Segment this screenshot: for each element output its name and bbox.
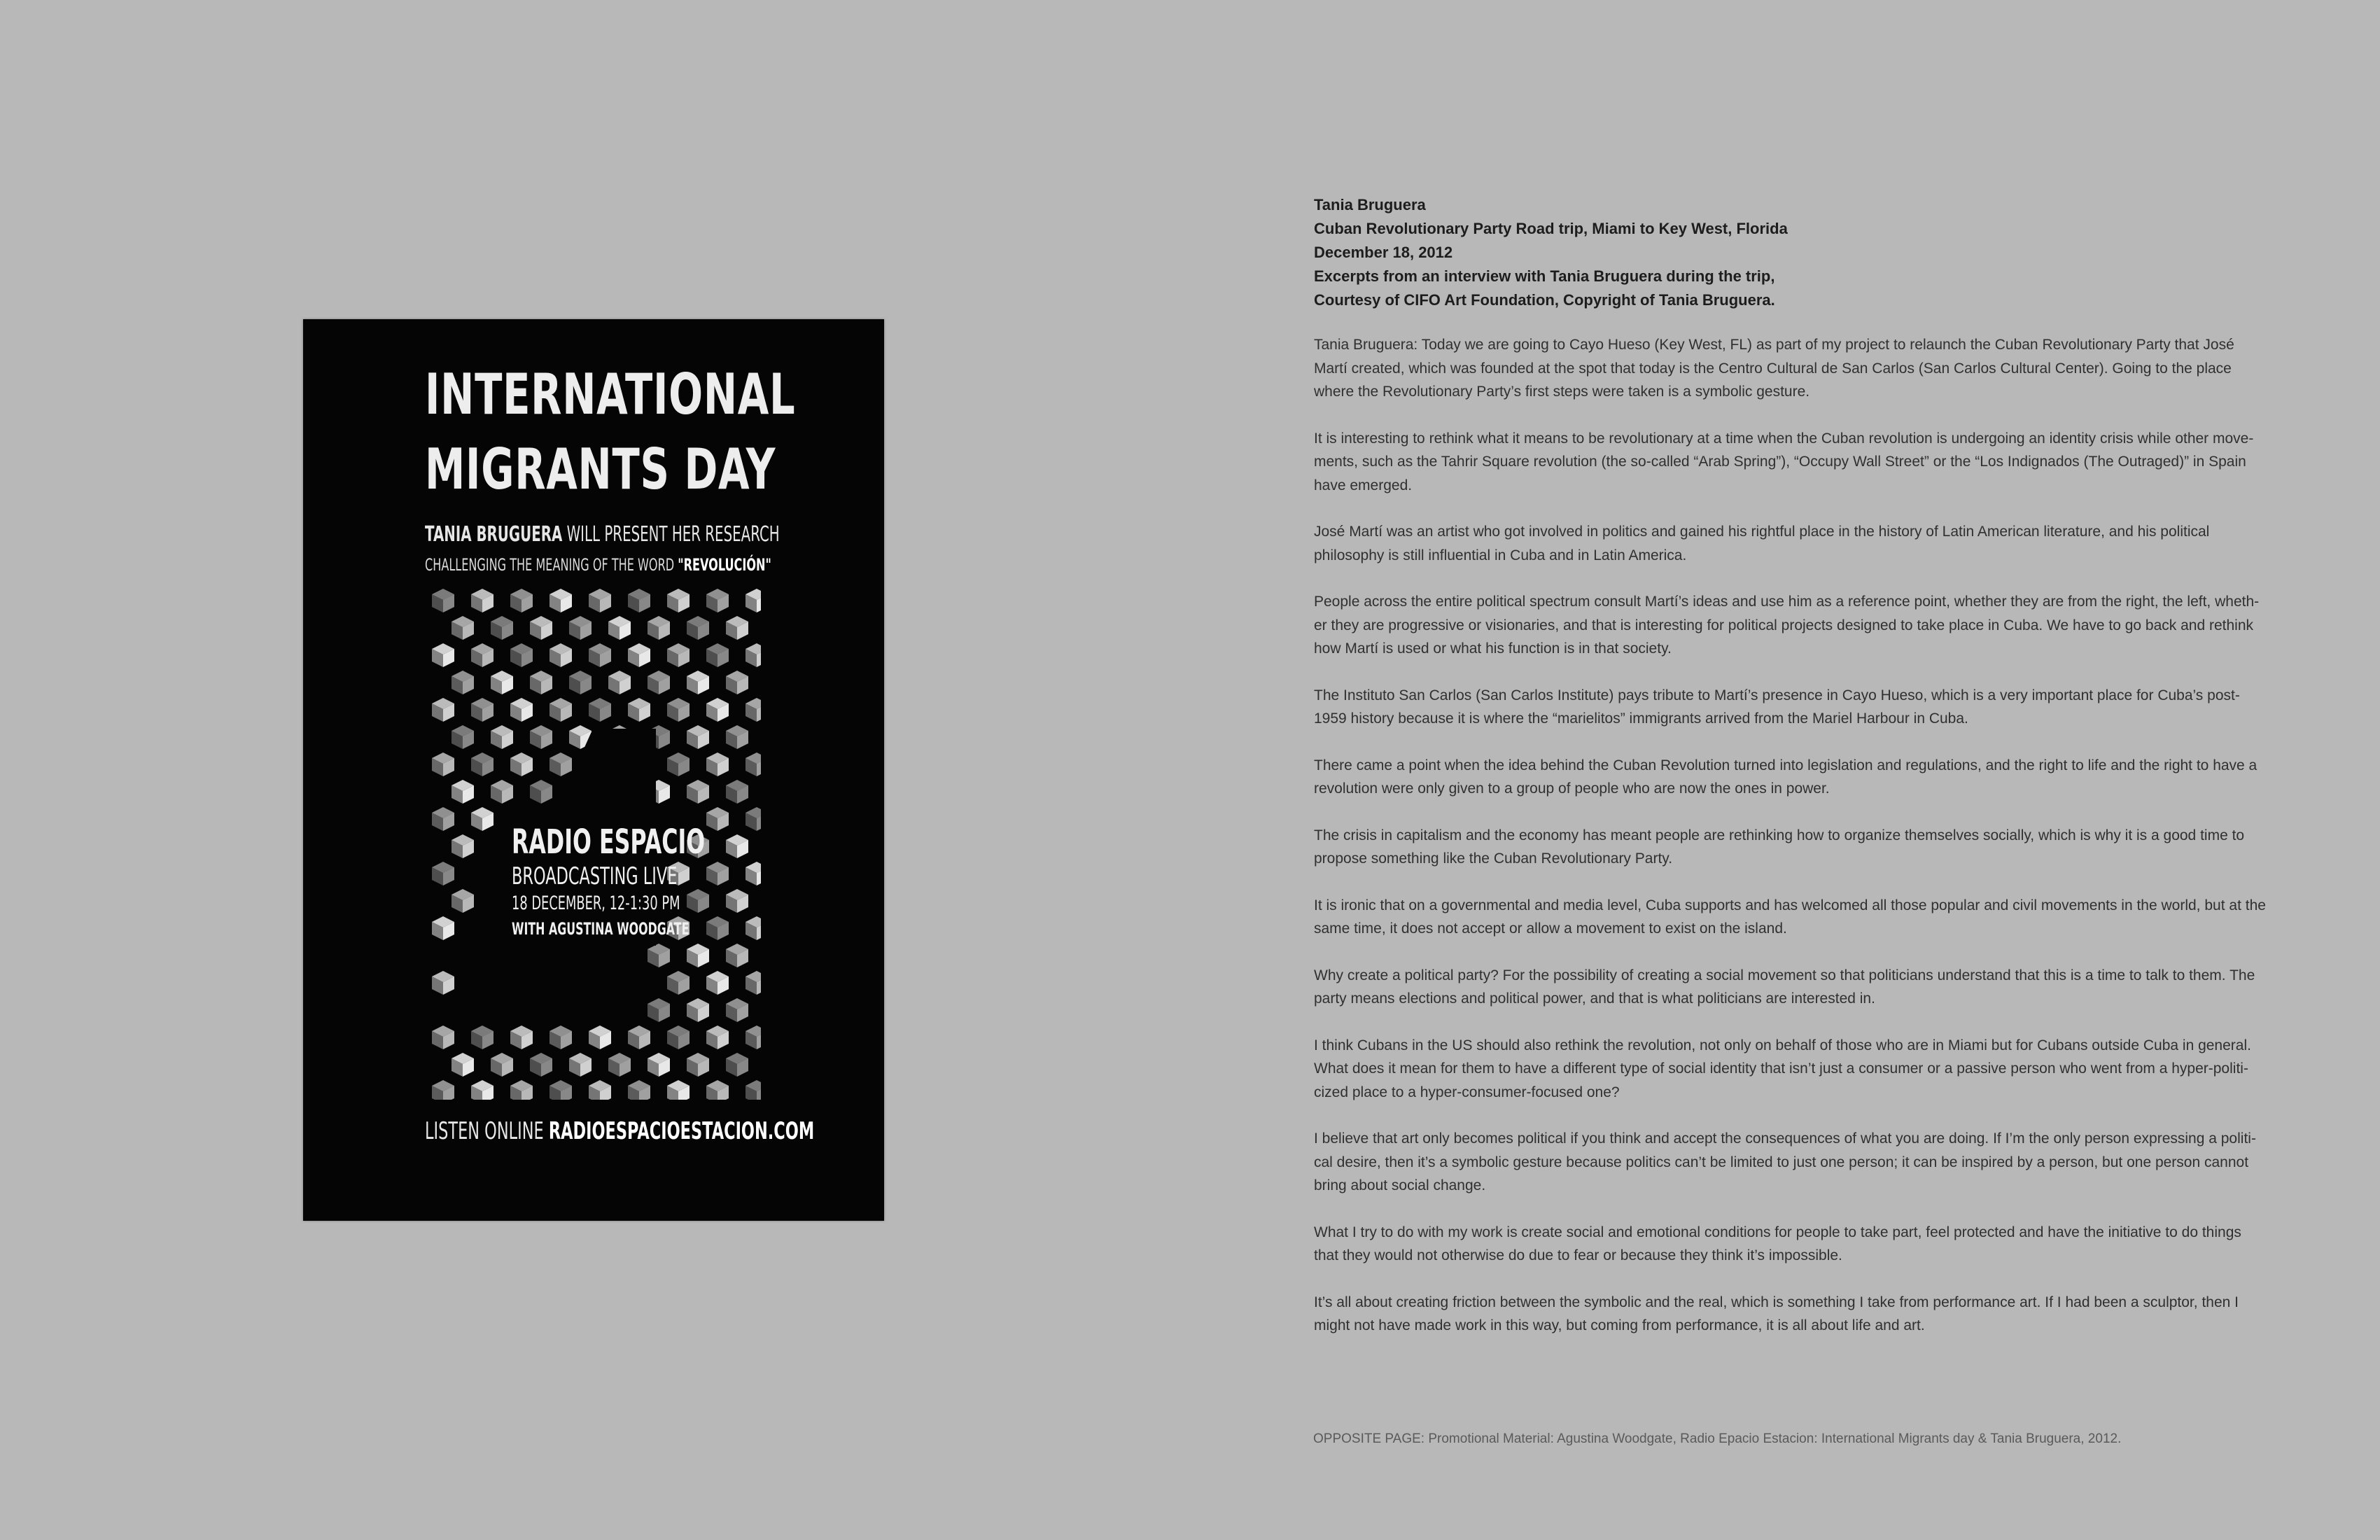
pattern-cube — [726, 780, 748, 804]
pattern-cube — [589, 698, 611, 722]
pattern-cube — [550, 698, 572, 722]
article-paragraph: The Instituto San Carlos (San Carlos Institute) pays tribute to Martí’s presence in Cayo Hueso, which is a very important place for Cuba’s post-1959 history because it is where the “marielitos” immigrants arrived from the Mariel Harbour in Cuba. — [1314, 687, 2240, 727]
pattern-cube — [451, 725, 474, 749]
pattern-cube — [746, 589, 761, 612]
pattern-cube — [510, 589, 533, 612]
pattern-cube — [706, 589, 729, 612]
article-header — [1314, 193, 2266, 312]
pattern-cube — [667, 698, 690, 722]
pattern-cube — [471, 643, 493, 667]
figure-caption: OPPOSITE PAGE: Promotional Material: Agustina Woodgate, Radio Epacio Estacion: International Migrants day & Tania Bruguera, 2012. — [1313, 1432, 2122, 1446]
article-header-line: Tania Bruguera — [1314, 196, 1426, 214]
pattern-cube — [569, 1053, 592, 1077]
pattern-cube — [687, 1053, 709, 1077]
poster-datetime: 18 DECEMBER, 12-1:30 PM — [512, 892, 680, 914]
pattern-cube — [608, 1053, 631, 1077]
pattern-cube — [706, 643, 729, 667]
pattern-cube — [451, 1053, 474, 1077]
pattern-cube — [471, 698, 493, 722]
pattern-cube — [530, 780, 552, 804]
poster-radio-name: RADIO ESPACIO — [512, 822, 706, 862]
pattern-cube — [608, 671, 631, 694]
pattern-cube — [667, 589, 690, 612]
pattern-cube — [471, 752, 493, 776]
pattern-cube — [550, 589, 572, 612]
pattern-cube — [589, 589, 611, 612]
pattern-cube — [628, 1080, 650, 1100]
pattern-cube — [706, 1080, 729, 1100]
pattern-cube — [451, 616, 474, 640]
article — [1314, 193, 2266, 1361]
pattern-cube — [569, 616, 592, 640]
pattern-cube — [726, 671, 748, 694]
poster-listen-prefix: LISTEN ONLINE — [425, 1117, 549, 1145]
pattern-cube — [432, 807, 454, 831]
pattern-cube — [648, 1053, 670, 1077]
pattern-cube — [628, 1026, 650, 1049]
pattern-cube — [432, 862, 454, 886]
pattern-cube — [491, 616, 513, 640]
pattern-cube — [432, 1080, 454, 1100]
pattern-cube — [471, 1026, 493, 1049]
pattern-cube — [706, 752, 729, 776]
article-header-line: Excerpts from an interview with Tania Bruguera during the trip, — [1314, 267, 1775, 285]
pattern-cube — [550, 643, 572, 667]
pattern-cube — [471, 1080, 493, 1100]
pattern-cube — [451, 889, 474, 913]
pattern-cube — [569, 671, 592, 694]
article-body — [1314, 333, 2266, 1338]
pattern-cube — [491, 671, 513, 694]
pattern-cube — [550, 1080, 572, 1100]
article-paragraph: Why create a political party? For the possibility of creating a social movement so that politicians understand that this is a time to talk to them. The party means elections and political power, and that is what politicians are interested in. — [1314, 967, 2255, 1007]
article-header-line: Cuban Revolutionary Party Road trip, Miami to Key West, Florida — [1314, 220, 1788, 237]
pattern-cube — [432, 752, 454, 776]
pattern-cube — [726, 944, 748, 967]
pattern-cube — [687, 616, 709, 640]
pattern-cube — [471, 807, 493, 831]
article-paragraph: Tania Bruguera: Today we are going to Cayo Hueso (Key West, FL) as part of my project to relaunch the Cuban Revolutionary Party that José Martí created, which was founded at the spot that today is the Centro Cultural de San Carlos (San Carlos Cultural Center). Going to the place where the Revolutionary Party’s first steps were taken is a symbolic gesture. — [1314, 337, 2234, 400]
article-paragraph: People across the entire political spectrum consult Martí’s ideas and use him as a reference point, whether they are from the right, the left, wheth-er they are progressive or visionaries, and that is interesting for political projects designed to take place in Cuba. We have to go back and rethink how Martí is used or what his function is in that society. — [1314, 594, 2260, 657]
pattern-cube — [432, 643, 454, 667]
pattern-cube — [706, 971, 729, 995]
pattern-cube — [726, 725, 748, 749]
pattern-cube — [510, 698, 533, 722]
pattern-cube — [667, 1080, 690, 1100]
article-header-line: Courtesy of CIFO Art Foundation, Copyright of Tania Bruguera. — [1314, 291, 1775, 309]
pattern-cube — [471, 589, 493, 612]
pattern-cube — [491, 1053, 513, 1077]
poster-title-line1: INTERNATIONAL — [425, 362, 796, 427]
pattern-cube — [687, 944, 709, 967]
article-paragraph: I believe that art only becomes political if you think and accept the consequences of what you are doing. If I’m the only person expressing a politi-cal desire, then it’s a symbolic gesture because politics can’t be limited to just one person; it can be inspired by a person, but one person cannot bring about social change. — [1314, 1130, 2256, 1194]
article-paragraph: What I try to do with my work is create social and emotional conditions for people to take part, feel protected and have the initiative to do things that they would not otherwise do due to fear or because they think it’s impossible. — [1314, 1224, 2241, 1264]
article-paragraph: José Martí was an artist who got involved in politics and gained his rightful place in the history of Latin American literature, and his political philosophy is still influential in Cuba and in Latin America. — [1314, 524, 2210, 564]
pattern-cube — [432, 698, 454, 722]
pattern-cube — [746, 752, 761, 776]
pattern-cube — [628, 589, 650, 612]
poster-title-line2: MIGRANTS DAY — [425, 437, 776, 502]
poster-presenter-name: TANIA BRUGUERA — [425, 522, 563, 547]
pattern-cube — [706, 698, 729, 722]
pattern-cube — [432, 589, 454, 612]
article-paragraph: It’s all about creating friction between the symbolic and the real, which is something I take from performance art. If I had been a sculptor, then I might not have made work in this way, but coming from performance, it is all about life and art. — [1314, 1294, 2239, 1334]
pattern-cube — [667, 643, 690, 667]
article-paragraph: It is ironic that on a governmental and media level, Cuba supports and has welcomed all those popular and civil movements in the world, but at the same time, it does not accept or allow a movement to exist on the island. — [1314, 897, 2266, 937]
poster-presenter-line — [425, 522, 780, 547]
article-paragraph: I think Cubans in the US should also rethink the revolution, not only on behalf of those who are in Miami but for Cubans outside Cuba in general. What does it mean for them to have a different type of social identity that isn’t just a consumer or a passive person who went from a hyper-politi-cized place to a hyper-consumer-focused one? — [1314, 1037, 2251, 1100]
pattern-cube — [746, 643, 761, 667]
article-paragraph: It is interesting to rethink what it means to be revolutionary at a time when the Cuban revolution is undergoing an identity crisis while other move-ments, such as the Tahrir Square revolution (the so-called “Arab Spring”), “Occupy Wall Street” or the “Los Indignados (The Outraged)” in Spain have emerged. — [1314, 430, 2254, 493]
pattern-cube — [432, 916, 454, 940]
pattern-cube — [726, 998, 748, 1022]
pattern-cube — [667, 752, 690, 776]
pattern-cube — [451, 834, 474, 858]
article-header-line: December 18, 2012 — [1314, 244, 1453, 261]
article-paragraph: There came a point when the idea behind the Cuban Revolution turned into legislation and regulations, and the right to life and the right to have a revolution were only given to a group of people who are now the ones in power. — [1314, 757, 2258, 797]
pattern-cube — [628, 643, 650, 667]
pattern-cube — [687, 671, 709, 694]
pattern-cube — [589, 1026, 611, 1049]
pattern-cube — [648, 944, 670, 967]
pattern-cube — [746, 1080, 761, 1100]
pattern-cube — [746, 1026, 761, 1049]
pattern-cube — [530, 1053, 552, 1077]
pattern-cube — [432, 1026, 454, 1049]
pattern-cube — [687, 725, 709, 749]
pattern-cube — [510, 1080, 533, 1100]
pattern-cube — [530, 671, 552, 694]
poster-presenter-rest: WILL PRESENT HER RESEARCH — [562, 522, 780, 547]
pattern-cube — [706, 1026, 729, 1049]
pattern-cube — [550, 1026, 572, 1049]
pattern-cube — [667, 971, 690, 995]
poster-listen-line — [425, 1117, 814, 1145]
pattern-cube — [648, 671, 670, 694]
pattern-cube — [648, 616, 670, 640]
pattern-cube — [510, 1026, 533, 1049]
pattern-cube — [726, 1053, 748, 1077]
poster-radio-block — [512, 822, 805, 939]
pattern-cube — [530, 616, 552, 640]
poster-image — [303, 319, 884, 1221]
pattern-cube — [746, 971, 761, 995]
pattern-cube — [530, 725, 552, 749]
pattern-cube — [608, 616, 631, 640]
pattern-cube — [648, 998, 670, 1022]
pattern-cube — [667, 1026, 690, 1049]
poster-broadcast: BROADCASTING LIVE — [512, 862, 678, 891]
poster-challenge-line — [425, 555, 771, 575]
pattern-cube — [432, 971, 454, 995]
pattern-cube — [451, 671, 474, 694]
pattern-cube — [491, 780, 513, 804]
pattern-cube — [451, 780, 474, 804]
article-paragraph: The crisis in capitalism and the economy has meant people are rethinking how to organize themselves socially, which is why it is a good time to propose something like the Cuban Revolutionary Party. — [1314, 827, 2245, 867]
pattern-cube — [550, 752, 572, 776]
pattern-cube — [628, 698, 650, 722]
pattern-cube — [746, 698, 761, 722]
pattern-cube — [491, 725, 513, 749]
pattern-cube — [589, 643, 611, 667]
pattern-cube — [687, 780, 709, 804]
pattern-cube — [510, 752, 533, 776]
pattern-cube — [726, 616, 748, 640]
pattern-cube — [589, 1080, 611, 1100]
pattern-cube — [510, 643, 533, 667]
poster-challenge-word: "REVOLUCIÓN" — [678, 555, 771, 575]
pattern-cube — [687, 998, 709, 1022]
poster-host: WITH AGUSTINA WOODGATE — [512, 919, 690, 939]
poster-challenge-prefix: CHALLENGING THE MEANING OF THE WORD — [425, 555, 678, 575]
poster-listen-url: RADIOESPACIOESTACION.COM — [548, 1117, 815, 1145]
